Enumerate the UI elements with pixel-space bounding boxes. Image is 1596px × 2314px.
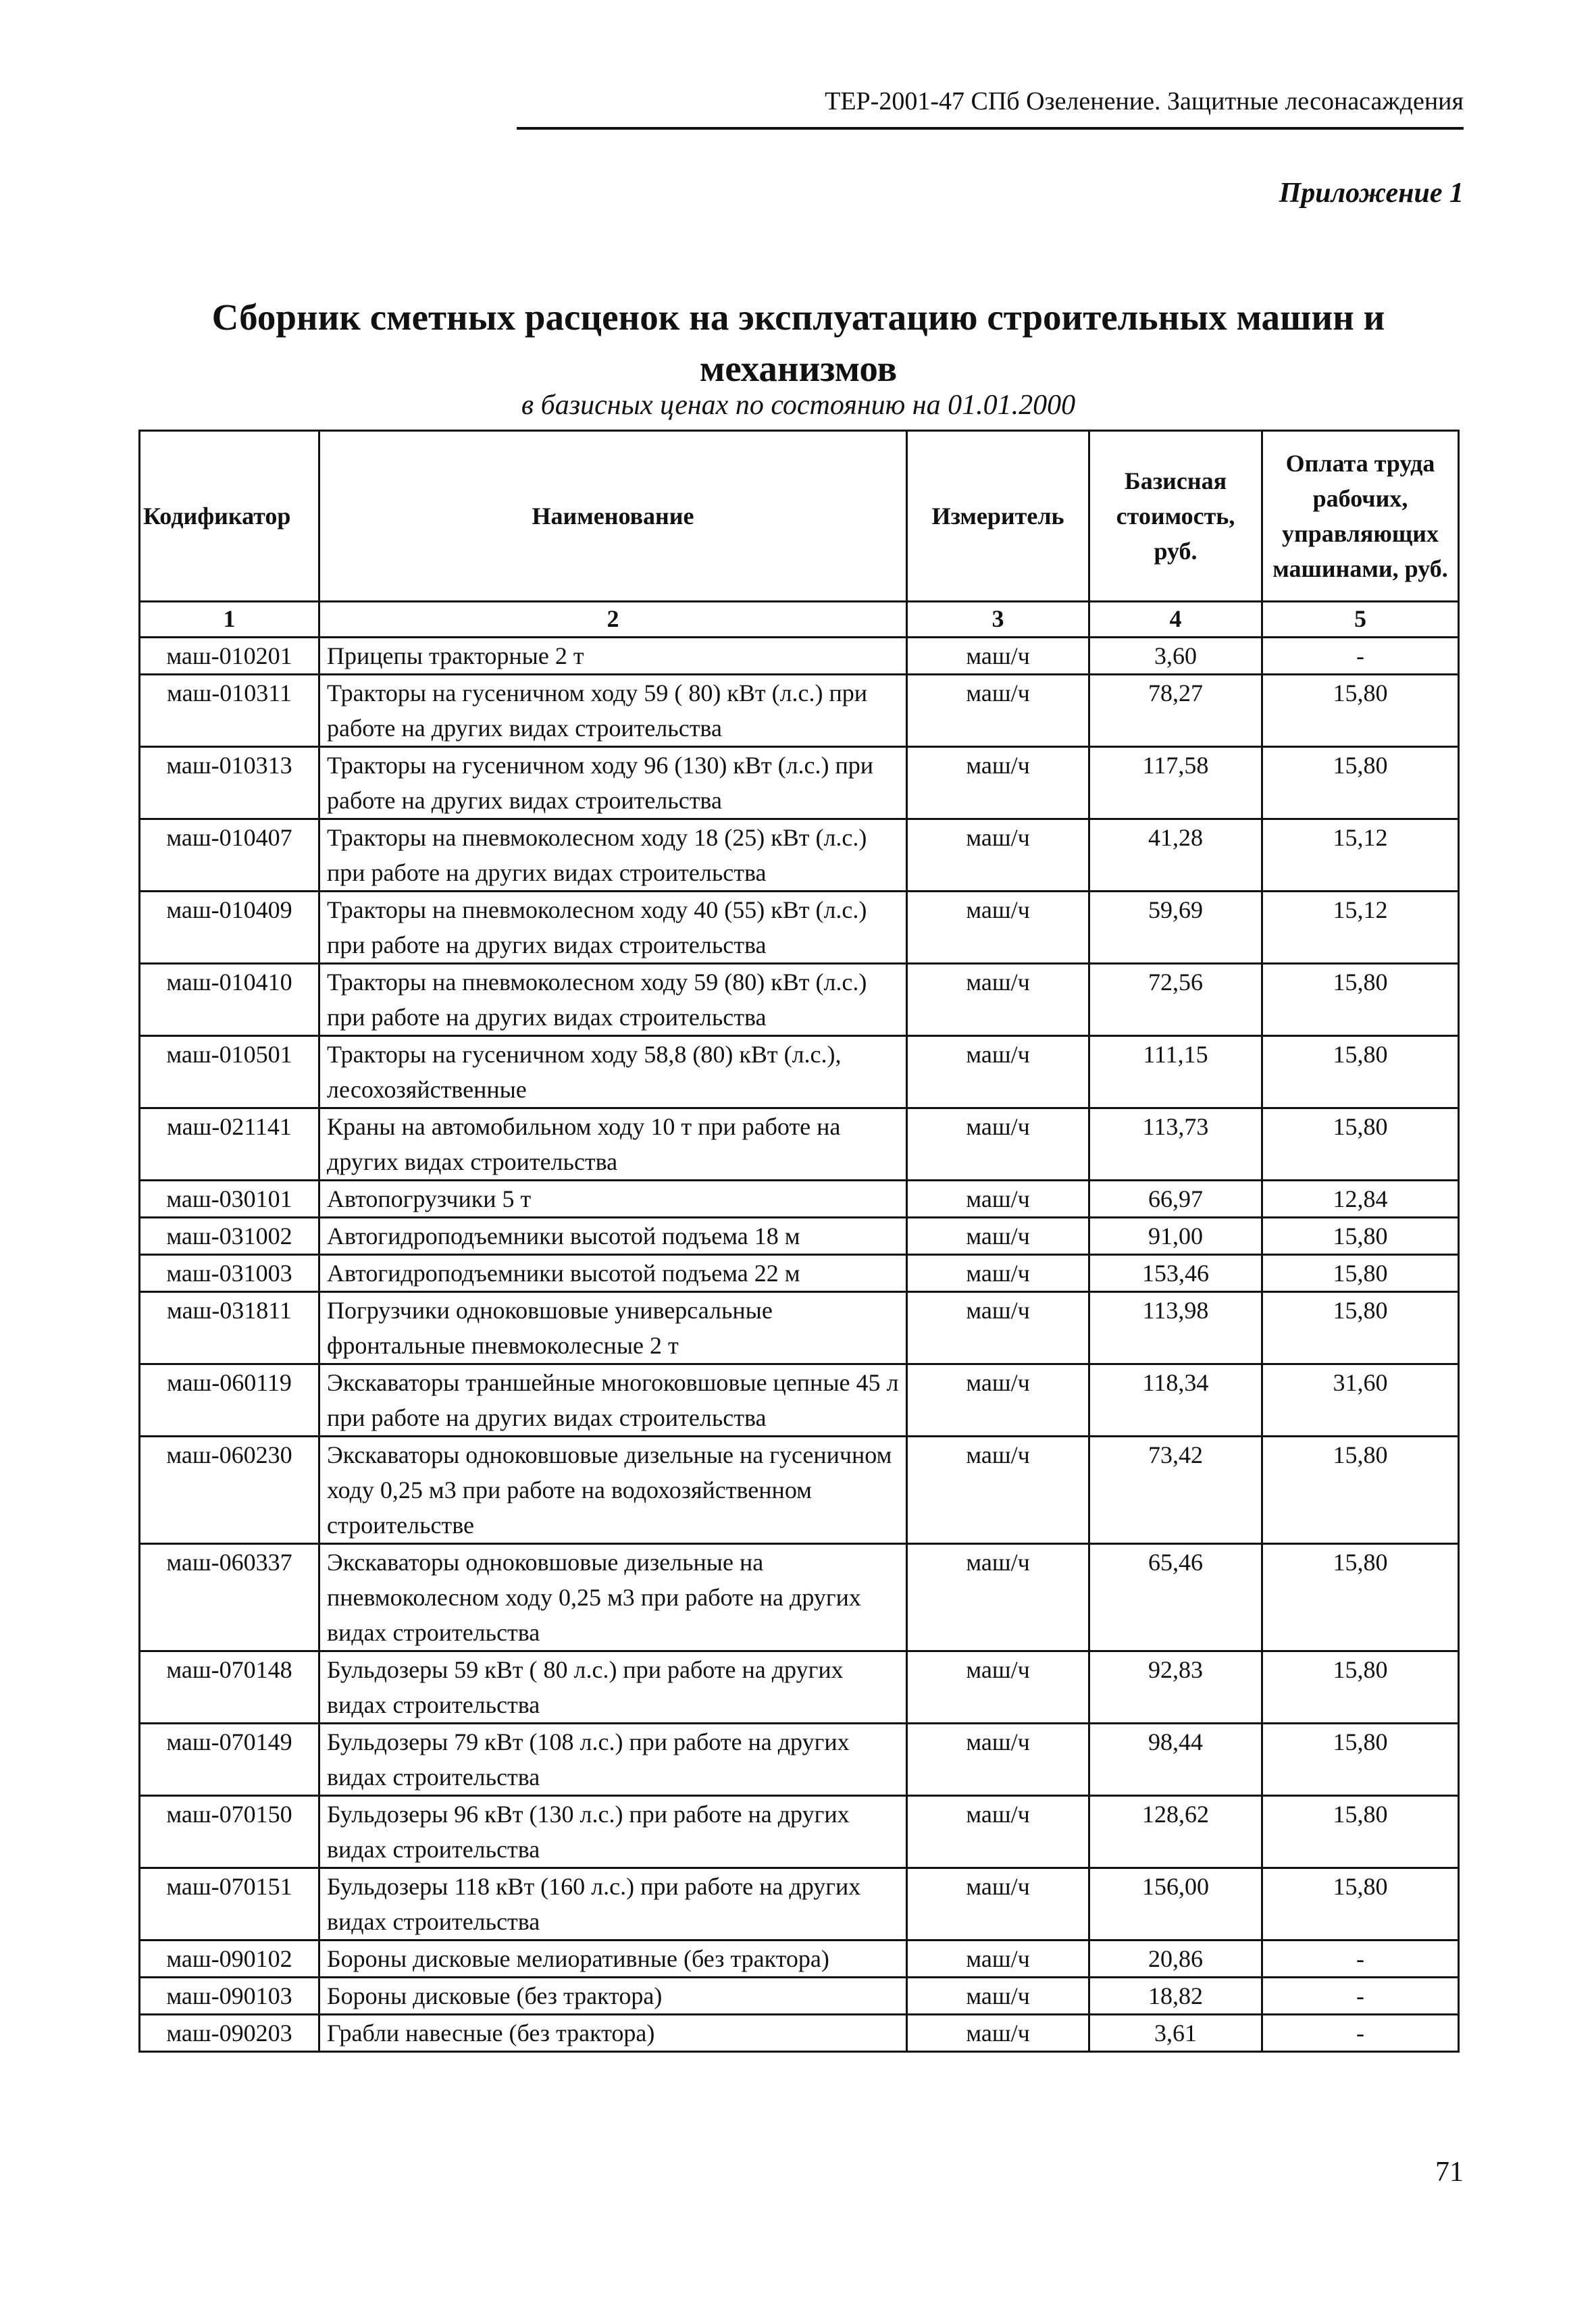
table-row [140,1108,1459,1181]
page-number: 71 [1435,2157,1464,2188]
table-row [140,1218,1459,1255]
code-cell: маш-090203 [140,2015,319,2052]
unit-cell: маш/ч [907,1724,1089,1796]
table-body [140,638,1459,2052]
labor-cell: 15,80 [1262,675,1459,747]
page-title [135,292,1462,394]
table-row [140,1255,1459,1292]
header-labor: Оплата труда рабочих, управляющих машинами, руб. [1262,431,1459,602]
unit-cell: маш/ч [907,747,1089,819]
price-cell: 20,86 [1089,1940,1262,1978]
labor-cell: - [1262,1940,1459,1978]
table-row [140,1292,1459,1364]
name-cell: Автогидроподъемники высотой подъема 22 м [319,1255,907,1292]
unit-cell: маш/ч [907,1940,1089,1978]
title-line-2: механизмов [699,348,898,389]
labor-cell: 15,80 [1262,964,1459,1036]
labor-cell: 15,12 [1262,892,1459,964]
price-cell: 3,60 [1089,638,1262,675]
name-cell: Бороны дисковые мелиоративные (без трактора) [319,1940,907,1978]
price-cell: 72,56 [1089,964,1262,1036]
labor-cell: 15,80 [1262,1292,1459,1364]
code-cell: маш-031003 [140,1255,319,1292]
price-cell: 128,62 [1089,1796,1262,1868]
column-number: 3 [907,602,1089,638]
price-cell: 91,00 [1089,1218,1262,1255]
table-row [140,1940,1459,1978]
table-row [140,638,1459,675]
code-cell: маш-031811 [140,1292,319,1364]
unit-cell: маш/ч [907,1181,1089,1218]
unit-cell: маш/ч [907,1255,1089,1292]
unit-cell: маш/ч [907,1544,1089,1651]
unit-cell: маш/ч [907,1364,1089,1437]
column-number: 5 [1262,602,1459,638]
unit-cell: маш/ч [907,819,1089,892]
page-subtitle: в базисных ценах по состоянию на 01.01.2000 [521,390,1076,421]
table-row [140,675,1459,747]
labor-cell: 15,80 [1262,1796,1459,1868]
code-cell: маш-010311 [140,675,319,747]
code-cell: маш-060337 [140,1544,319,1651]
unit-cell: маш/ч [907,1218,1089,1255]
name-cell: Бульдозеры 79 кВт (108 л.с.) при работе на других видах строительства [319,1724,907,1796]
unit-cell: маш/ч [907,892,1089,964]
price-cell: 113,73 [1089,1108,1262,1181]
labor-cell: - [1262,2015,1459,2052]
code-cell: маш-090103 [140,1978,319,2015]
name-cell: Бульдозеры 59 кВт ( 80 л.с.) при работе на других видах строительства [319,1651,907,1724]
appendix-label: Приложение 1 [1279,178,1464,209]
table-row [140,964,1459,1036]
table-row [140,892,1459,964]
name-cell: Краны на автомобильном ходу 10 т при работе на других видах строительства [319,1108,907,1181]
unit-cell: маш/ч [907,2015,1089,2052]
name-cell: Тракторы на гусеничном ходу 59 ( 80) кВт (л.с.) при работе на других видах строительства [319,675,907,747]
table-header-row [140,431,1459,602]
code-cell: маш-070148 [140,1651,319,1724]
code-cell: маш-070149 [140,1724,319,1796]
name-cell: Тракторы на пневмоколесном ходу 18 (25) кВт (л.с.) при работе на других видах строительства [319,819,907,892]
table-row [140,1978,1459,2015]
table-row [140,1651,1459,1724]
name-cell: Тракторы на гусеничном ходу 96 (130) кВт (л.с.) при работе на других видах строительства [319,747,907,819]
name-cell: Автогидроподъемники высотой подъема 18 м [319,1218,907,1255]
table-row [140,1036,1459,1108]
price-cell: 118,34 [1089,1364,1262,1437]
labor-cell: 15,80 [1262,1868,1459,1940]
document-title: ТЕР-2001-47 СПб Озеленение. Защитные лесонасаждения [825,87,1464,115]
code-cell: маш-010201 [140,638,319,675]
name-cell: Экскаваторы траншейные многоковшовые цепные 45 л при работе на других видах строительства [319,1364,907,1437]
table-row [140,1724,1459,1796]
rates-table [138,430,1460,2053]
code-cell: маш-090102 [140,1940,319,1978]
column-number-row [140,602,1459,638]
code-cell: маш-021141 [140,1108,319,1181]
table-row [140,1544,1459,1651]
labor-cell: 15,80 [1262,1651,1459,1724]
price-cell: 98,44 [1089,1724,1262,1796]
labor-cell: 15,80 [1262,747,1459,819]
table-row [140,1181,1459,1218]
labor-cell: 15,80 [1262,1437,1459,1544]
labor-cell: 15,80 [1262,1255,1459,1292]
unit-cell: маш/ч [907,1978,1089,2015]
price-cell: 92,83 [1089,1651,1262,1724]
name-cell: Тракторы на пневмоколесном ходу 40 (55) кВт (л.с.) при работе на других видах строительства [319,892,907,964]
code-cell: маш-010409 [140,892,319,964]
name-cell: Бульдозеры 96 кВт (130 л.с.) при работе на других видах строительства [319,1796,907,1868]
name-cell: Автопогрузчики 5 т [319,1181,907,1218]
unit-cell: маш/ч [907,964,1089,1036]
unit-cell: маш/ч [907,1292,1089,1364]
column-number: 1 [140,602,319,638]
name-cell: Тракторы на гусеничном ходу 58,8 (80) кВт (л.с.), лесохозяйственные [319,1036,907,1108]
price-cell: 66,97 [1089,1181,1262,1218]
code-cell: маш-010410 [140,964,319,1036]
table-row [140,2015,1459,2052]
price-cell: 117,58 [1089,747,1262,819]
code-cell: маш-010501 [140,1036,319,1108]
table-row [140,1437,1459,1544]
table-row [140,747,1459,819]
column-number: 2 [319,602,907,638]
code-cell: маш-010407 [140,819,319,892]
header-rule [517,127,1464,130]
name-cell: Бороны дисковые (без трактора) [319,1978,907,2015]
price-cell: 111,15 [1089,1036,1262,1108]
code-cell: маш-070150 [140,1796,319,1868]
labor-cell: 15,80 [1262,1036,1459,1108]
labor-cell: - [1262,1978,1459,2015]
column-number: 4 [1089,602,1262,638]
price-cell: 18,82 [1089,1978,1262,2015]
code-cell: маш-060119 [140,1364,319,1437]
code-cell: маш-070151 [140,1868,319,1940]
name-cell: Бульдозеры 118 кВт (160 л.с.) при работе на других видах строительства [319,1868,907,1940]
unit-cell: маш/ч [907,1868,1089,1940]
code-cell: маш-060230 [140,1437,319,1544]
labor-cell: 15,80 [1262,1218,1459,1255]
name-cell: Грабли навесные (без трактора) [319,2015,907,2052]
header-price: Базисная стоимость, руб. [1089,431,1262,602]
unit-cell: маш/ч [907,1108,1089,1181]
table-row [140,1796,1459,1868]
price-cell: 78,27 [1089,675,1262,747]
header-name: Наименование [319,431,907,602]
code-cell: маш-030101 [140,1181,319,1218]
price-cell: 113,98 [1089,1292,1262,1364]
unit-cell: маш/ч [907,1036,1089,1108]
code-cell: маш-010313 [140,747,319,819]
name-cell: Прицепы тракторные 2 т [319,638,907,675]
labor-cell: 15,12 [1262,819,1459,892]
table-row [140,1364,1459,1437]
labor-cell: 12,84 [1262,1181,1459,1218]
table-row [140,1868,1459,1940]
price-cell: 59,69 [1089,892,1262,964]
unit-cell: маш/ч [907,1651,1089,1724]
price-cell: 156,00 [1089,1868,1262,1940]
labor-cell: 15,80 [1262,1724,1459,1796]
unit-cell: маш/ч [907,675,1089,747]
price-cell: 73,42 [1089,1437,1262,1544]
price-cell: 65,46 [1089,1544,1262,1651]
code-cell: маш-031002 [140,1218,319,1255]
header-code: Кодификатор [140,431,319,602]
unit-cell: маш/ч [907,638,1089,675]
table-row [140,819,1459,892]
name-cell: Тракторы на пневмоколесном ходу 59 (80) кВт (л.с.) при работе на других видах строительства [319,964,907,1036]
price-cell: 153,46 [1089,1255,1262,1292]
price-cell: 3,61 [1089,2015,1262,2052]
labor-cell: 31,60 [1262,1364,1459,1437]
name-cell: Погрузчики одноковшовые универсальные фронтальные пневмоколесные 2 т [319,1292,907,1364]
unit-cell: маш/ч [907,1796,1089,1868]
header-unit: Измеритель [907,431,1089,602]
name-cell: Экскаваторы одноковшовые дизельные на гусеничном ходу 0,25 м3 при работе на водохозяйственном строительстве [319,1437,907,1544]
labor-cell: - [1262,638,1459,675]
title-line-1: Сборник сметных расценок на эксплуатацию строительных машин и [211,297,1385,338]
labor-cell: 15,80 [1262,1108,1459,1181]
labor-cell: 15,80 [1262,1544,1459,1651]
price-cell: 41,28 [1089,819,1262,892]
name-cell: Экскаваторы одноковшовые дизельные на пневмоколесном ходу 0,25 м3 при работе на других видах строительства [319,1544,907,1651]
unit-cell: маш/ч [907,1437,1089,1544]
